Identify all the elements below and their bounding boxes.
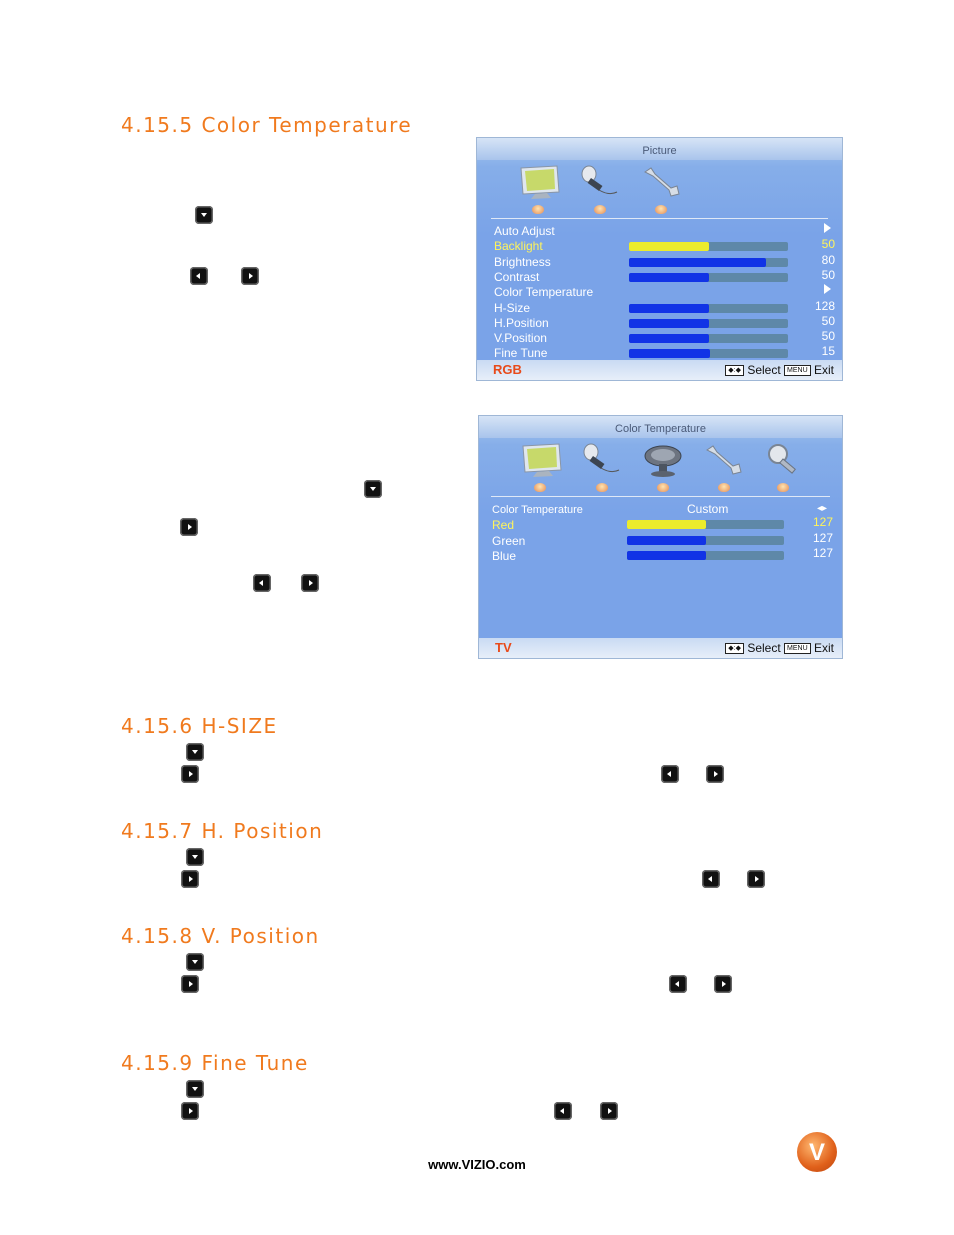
- osd-slider-track: [627, 520, 784, 529]
- osd-row-value: 127: [812, 515, 833, 529]
- monitor-icon: [519, 442, 565, 478]
- right-arrow-key-icon: [181, 765, 199, 783]
- satellite-dish-icon: [641, 442, 685, 478]
- menu-indicator-dot-icon: [596, 483, 608, 492]
- color-temperature-label: Color Temperature: [492, 504, 583, 516]
- left-arrow-key-icon: [661, 765, 679, 783]
- osd-slider-track: [629, 349, 788, 358]
- down-arrow-key-icon: [186, 743, 204, 761]
- osd-row-value: 50: [821, 329, 835, 344]
- osd-row-label: Backlight: [494, 239, 543, 254]
- osd-row-label: H.Position: [494, 315, 549, 330]
- wrench-icon: [641, 166, 681, 198]
- menu-indicator-dot-icon: [655, 205, 667, 214]
- menu-indicator-dot-icon: [534, 483, 546, 492]
- left-arrow-key-icon: [702, 870, 720, 888]
- monitor-icon: [517, 164, 563, 200]
- left-right-arrows-icon: ◂▸: [817, 503, 828, 514]
- right-arrow-key-icon: [706, 765, 724, 783]
- osd-row-label: V.Position: [494, 331, 547, 346]
- osd-title: Picture: [642, 145, 677, 157]
- submenu-arrow-icon: [824, 223, 831, 233]
- down-arrow-key-icon: [186, 953, 204, 971]
- navigation-keys-icon: ◆:◆: [725, 365, 744, 376]
- osd-row-label: Contrast: [494, 269, 540, 284]
- wrench-icon: [703, 444, 743, 476]
- osd-slider-fill: [629, 304, 709, 313]
- left-arrow-key-icon: [669, 975, 687, 993]
- osd-row-label: Blue: [492, 549, 517, 563]
- color-temperature-menu-screenshot: [478, 415, 843, 659]
- osd-row-value: 80: [821, 252, 835, 267]
- osd-row-label: Red: [492, 518, 515, 532]
- osd-row-label: H-Size: [494, 300, 531, 315]
- down-arrow-key-icon: [364, 480, 382, 498]
- osd-slider-track: [629, 319, 788, 328]
- menu-indicator-dot-icon: [532, 205, 544, 214]
- footer-url: www.VIZIO.com: [428, 1157, 526, 1172]
- osd-slider-fill: [627, 551, 706, 560]
- color-temperature-value: Custom: [687, 502, 729, 516]
- menu-indicator-dot-icon: [594, 205, 606, 214]
- input-source-label: RGB: [493, 362, 522, 377]
- osd-slider-track: [627, 551, 784, 560]
- osd-slider-track: [629, 304, 788, 313]
- left-arrow-key-icon: [190, 267, 208, 285]
- menu-indicator-dot-icon: [657, 483, 669, 492]
- osd-slider-fill: [629, 349, 710, 358]
- left-arrow-key-icon: [554, 1102, 572, 1120]
- right-arrow-key-icon: [241, 267, 259, 285]
- right-arrow-key-icon: [301, 574, 319, 592]
- menu-key-icon: MENU: [784, 365, 811, 376]
- osd-row-value: 128: [814, 298, 835, 313]
- right-arrow-key-icon: [180, 518, 198, 536]
- osd-slider-track: [627, 536, 784, 545]
- osd-slider-fill: [629, 258, 766, 267]
- osd-slider-track: [629, 334, 788, 343]
- osd-row-value: 50: [821, 313, 835, 328]
- microphone-icon: [581, 442, 621, 478]
- right-arrow-key-icon: [181, 870, 199, 888]
- osd-row-value: 127: [812, 546, 833, 560]
- heading-v-position: 4.15.8 V. Position: [121, 924, 320, 948]
- osd-row-value: 50: [821, 267, 835, 282]
- osd-row-label: Brightness: [494, 254, 551, 269]
- heading-color-temperature: 4.15.5 Color Temperature: [121, 113, 413, 137]
- osd-row-label: Fine Tune: [494, 346, 548, 361]
- menu-indicator-dot-icon: [777, 483, 789, 492]
- menu-key-icon: MENU: [784, 643, 811, 654]
- down-arrow-key-icon: [186, 1080, 204, 1098]
- osd-slider-fill: [629, 334, 709, 343]
- osd-row-value: 127: [812, 530, 833, 545]
- osd-slider-fill: [627, 536, 706, 545]
- osd-slider-track: [629, 258, 788, 267]
- submenu-arrow-icon: [824, 284, 831, 294]
- osd-row-label: Green: [492, 533, 526, 548]
- osd-slider-fill: [629, 242, 709, 251]
- navigation-keys-icon: ◆:◆: [725, 643, 744, 654]
- osd-help-text: ◆:◆ Select MENU Exit: [725, 363, 834, 377]
- right-arrow-key-icon: [181, 1102, 199, 1120]
- menu-indicator-dot-icon: [718, 483, 730, 492]
- down-arrow-key-icon: [195, 206, 213, 224]
- microphone-icon: [579, 164, 619, 200]
- osd-row-value: 50: [821, 237, 835, 252]
- osd-slider-fill: [629, 273, 709, 282]
- right-arrow-key-icon: [714, 975, 732, 993]
- picture-menu-screenshot: [476, 137, 843, 381]
- right-arrow-key-icon: [600, 1102, 618, 1120]
- osd-row-value: 15: [821, 344, 835, 359]
- osd-slider-track: [629, 242, 788, 251]
- osd-slider-track: [629, 273, 788, 282]
- osd-slider-fill: [627, 520, 706, 529]
- osd-title: Color Temperature: [615, 423, 706, 435]
- down-arrow-key-icon: [186, 848, 204, 866]
- osd-row-label: Auto Adjust: [494, 224, 555, 238]
- vizio-logo-icon: V: [797, 1132, 837, 1172]
- input-source-label: TV: [495, 640, 512, 655]
- osd-help-text: ◆:◆ Select MENU Exit: [725, 641, 834, 655]
- magnifier-icon: [765, 442, 803, 476]
- right-arrow-key-icon: [747, 870, 765, 888]
- left-arrow-key-icon: [253, 574, 271, 592]
- osd-row-label: Color Temperature: [494, 285, 594, 300]
- heading-h-position: 4.15.7 H. Position: [121, 819, 324, 843]
- heading-fine-tune: 4.15.9 Fine Tune: [121, 1051, 309, 1075]
- right-arrow-key-icon: [181, 975, 199, 993]
- osd-slider-fill: [629, 319, 709, 328]
- heading-h-size: 4.15.6 H-SIZE: [121, 714, 278, 738]
